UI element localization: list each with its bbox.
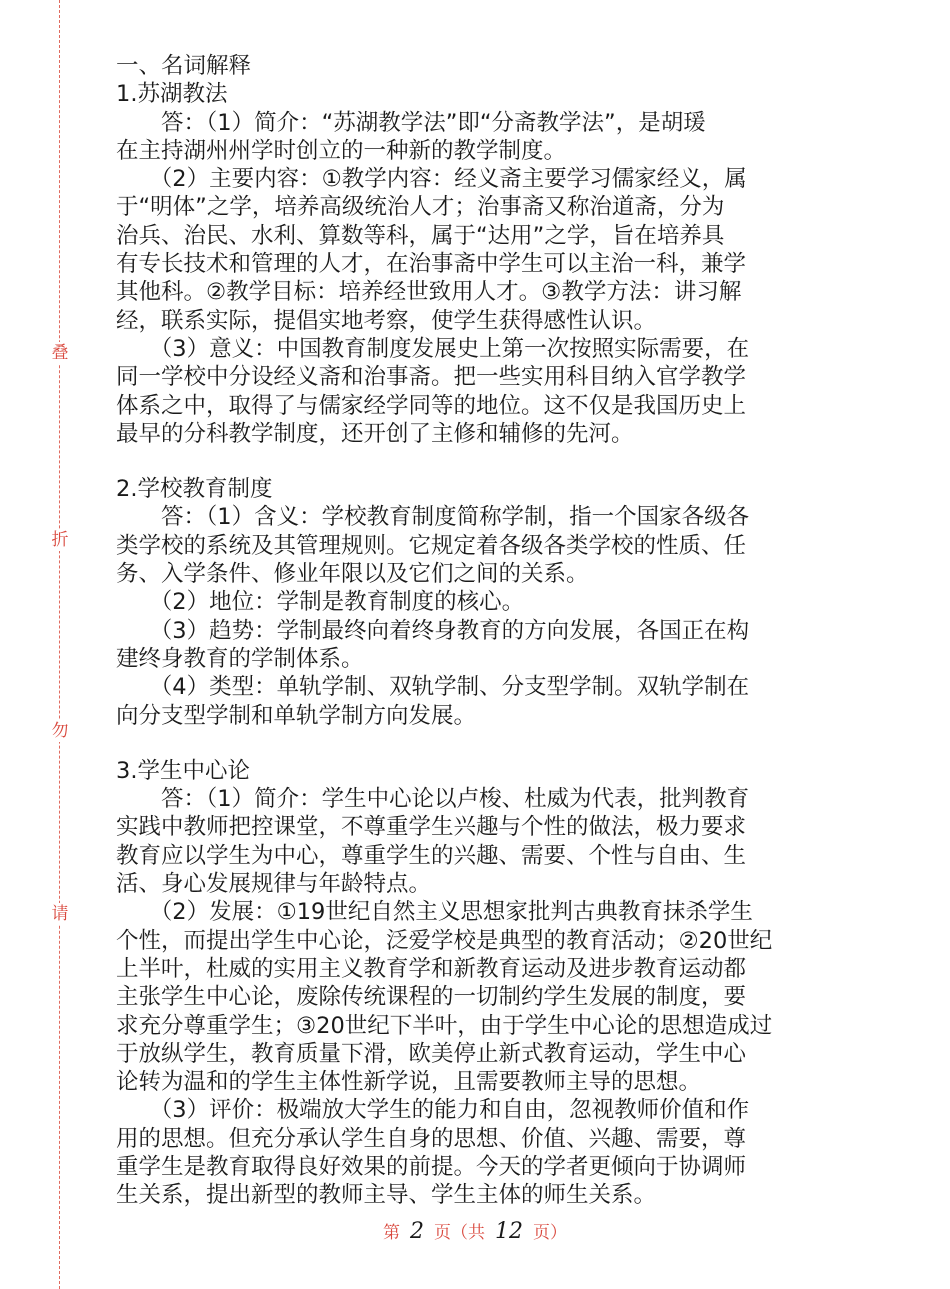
- text-line: 个性，而提出学生中心论，泛爱学校是典型的教育活动；②20世纪: [116, 927, 773, 954]
- text-line: 同一学校中分设经义斋和治事斋。把一些实用科目纳入官学教学: [116, 364, 747, 391]
- text-line: 答：（1）简介：学生中心论以卢梭、杜威为代表，批判教育: [116, 786, 750, 813]
- footer-suffix: 页）: [533, 1223, 567, 1243]
- text-line: 向分支型学制和单轨学制方向发展。: [116, 702, 477, 729]
- section-term-suhu: [116, 52, 846, 448]
- text-line: 体系之中，取得了与儒家经学同等的地位。这不仅是我国历史上: [116, 392, 747, 419]
- text-line: 其他科。②教学目标：培养经世致用人才。③教学方法：讲习解: [116, 279, 742, 306]
- text-line: 经，联系实际，提倡实地考察，使学生获得感性认识。: [116, 307, 657, 334]
- text-line: （3）意义：中国教育制度发展史上第一次按照实际需要，在: [116, 335, 750, 362]
- text-line: 求充分尊重学生；③20世纪下半叶，由于学生中心论的思想造成过: [116, 1012, 773, 1039]
- text-line: 有专长技术和管理的人才，在治事斋中学生可以主治一科，兼学: [116, 251, 747, 278]
- section-term-school-system: [116, 475, 846, 730]
- text-line: （2）主要内容：①教学内容：经义斋主要学习儒家经义，属: [116, 166, 747, 193]
- document-body: [116, 52, 846, 1210]
- text-line: 上半叶，杜威的实用主义教育学和新教育运动及进步教育运动都: [116, 955, 747, 982]
- page-total: 12: [495, 1219, 523, 1244]
- text-line: 生关系，提出新型的教师主导、学生主体的师生关系。: [116, 1182, 657, 1209]
- text-line: 最早的分科教学制度，还开创了主修和辅修的先河。: [116, 420, 634, 447]
- text-line: 教育应以学生为中心，尊重学生的兴趣、需要、个性与自由、生: [116, 842, 747, 869]
- text-line: （2）发展：①19世纪自然主义思想家批判古典教育抹杀学生: [116, 899, 753, 926]
- text-line: （3）评价：极端放大学生的能力和自由，忽视教师价值和作: [116, 1097, 750, 1124]
- text-line: （2）地位：学制是教育制度的核心。: [116, 589, 525, 616]
- text-line: 在主持湖州州学时创立的一种新的教学制度。: [116, 137, 567, 164]
- fold-mark-char: 请: [47, 903, 73, 925]
- text-line: 一、名词解释: [116, 53, 252, 79]
- page-number: 2: [410, 1219, 424, 1244]
- text-line: 类学校的系统及其管理规则。它规定着各级各类学校的性质、任: [116, 532, 747, 559]
- text-line: 务、入学条件、修业年限以及它们之间的关系。: [116, 561, 589, 588]
- text-line: 2.学校教育制度: [116, 476, 273, 503]
- text-line: 治兵、治民、水利、算数等科，属于“达用”之学，旨在培养具: [116, 222, 725, 249]
- fold-mark-char: 勿: [47, 720, 73, 742]
- fold-mark-char: 折: [47, 529, 73, 551]
- fold-line: [59, 0, 60, 1289]
- fold-mark-char: 叠: [47, 342, 73, 364]
- text-line: 3.学生中心论: [116, 757, 250, 784]
- text-line: 建终身教育的学制体系。: [116, 645, 364, 672]
- text-line: 论转为温和的学生主体性新学说，且需要教师主导的思想。: [116, 1069, 702, 1096]
- text-line: 活、身心发展规律与年龄特点。: [116, 871, 432, 898]
- text-line: 重学生是教育取得良好效果的前提。今天的学者更倾向于协调师: [116, 1153, 747, 1180]
- text-line: 1.苏湖教法: [116, 81, 228, 108]
- text-line: （3）趋势：学制最终向着终身教育的方向发展，各国正在构: [116, 617, 750, 644]
- text-line: 答：（1）简介：“苏湖教学法”即“分斋教学法”，是胡瑗: [116, 109, 706, 136]
- footer-prefix: 第: [383, 1223, 400, 1243]
- section-term-student-centered: [116, 757, 846, 1210]
- text-line: 答：（1）含义：学校教育制度简称学制，指一个国家各级各: [116, 504, 750, 531]
- text-line: （4）类型：单轨学制、双轨学制、分支型学制。双轨学制在: [116, 674, 750, 701]
- text-line: 于放纵学生，教育质量下滑，欧美停止新式教育运动，学生中心: [116, 1040, 747, 1067]
- text-line: 用的思想。但充分承认学生自身的思想、价值、兴趣、需要，尊: [116, 1125, 747, 1152]
- page-footer: [0, 1218, 950, 1244]
- text-line: 实践中教师把控课堂，不尊重学生兴趣与个性的做法，极力要求: [116, 814, 747, 841]
- text-line: 于“明体”之学，培养高级统治人才；治事斋又称治道斋，分为: [116, 194, 725, 221]
- text-line: 主张学生中心论，废除传统课程的一切制约学生发展的制度，要: [116, 984, 747, 1011]
- footer-middle: 页（共: [434, 1223, 485, 1243]
